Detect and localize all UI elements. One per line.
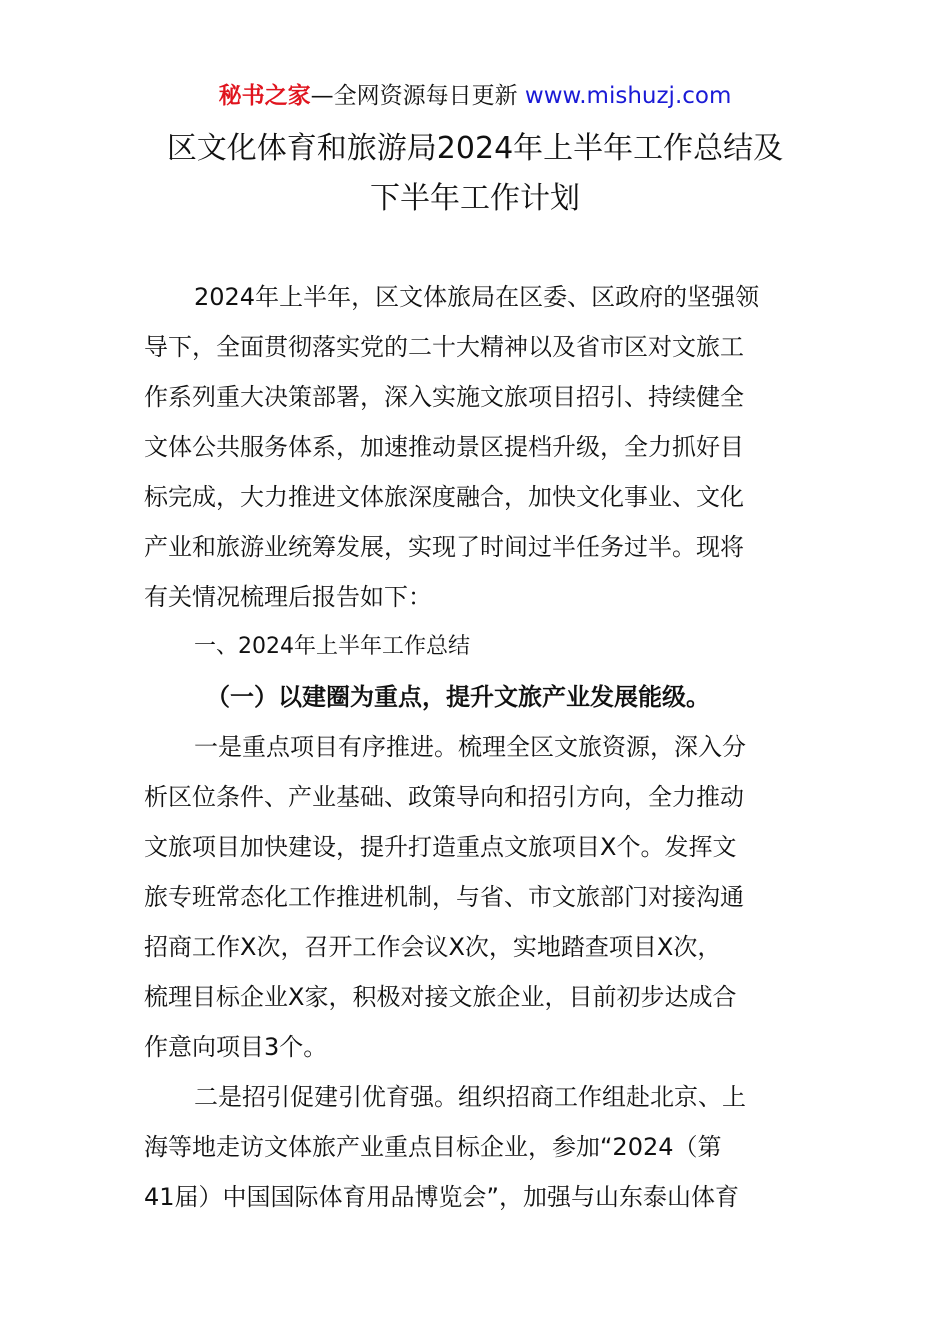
- subsection-heading: （一）以建圈为重点，提升文旅产业发展能级。: [206, 683, 710, 711]
- body-line: 二是招引促建引优育强。组织招商工作组赴北京、上: [194, 1083, 746, 1111]
- body-line: 梳理目标企业X家，积极对接文旅企业，目前初步达成合: [144, 983, 737, 1011]
- body-line: 一是重点项目有序推进。梳理全区文旅资源，深入分: [194, 733, 746, 761]
- body-line: 文旅项目加快建设，提升打造重点文旅项目X个。发挥文: [144, 833, 737, 861]
- body-line: 标完成，大力推进文体旅深度融合，加快文化事业、文化: [144, 483, 744, 511]
- document-body: [144, 272, 806, 1222]
- site-url-link[interactable]: www.mishuzj.com: [524, 83, 732, 109]
- section-heading: 一、2024年上半年工作总结: [194, 634, 470, 659]
- header-tagline: —全网资源每日更新: [310, 83, 525, 109]
- body-line: 作系列重大决策部署，深入实施文旅项目招引、持续健全: [144, 383, 744, 411]
- body-line: 有关情况梳理后报告如下：: [144, 583, 432, 611]
- body-line: 招商工作X次，召开工作会议X次，实地踏查项目X次，: [144, 933, 722, 961]
- body-line: 导下，全面贯彻落实党的二十大精神以及省市区对文旅工: [144, 333, 744, 361]
- title-line-2: 下半年工作计划: [370, 181, 580, 216]
- body-line: 2024年上半年，区文体旅局在区委、区政府的坚强领: [194, 283, 760, 311]
- brand-name: 秘书之家: [218, 83, 311, 109]
- body-line: 41届）中国国际体育用品博览会”，加强与山东泰山体育: [144, 1183, 739, 1211]
- body-line: 旅专班常态化工作推进机制，与省、市文旅部门对接沟通: [144, 883, 744, 911]
- body-line: 作意向项目3个。: [144, 1033, 328, 1061]
- site-header: [0, 80, 950, 112]
- body-line: 文体公共服务体系，加速推动景区提档升级，全力抓好目: [144, 433, 744, 461]
- body-line: 海等地走访文体旅产业重点目标企业，参加“2024（第: [144, 1133, 722, 1161]
- body-line: 产业和旅游业统筹发展，实现了时间过半任务过半。现将: [144, 533, 744, 561]
- document-title: [0, 124, 950, 224]
- title-line-1: 区文化体育和旅游局2024年上半年工作总结及: [166, 131, 784, 166]
- body-line: 析区位条件、产业基础、政策导向和招引方向，全力推动: [144, 783, 744, 811]
